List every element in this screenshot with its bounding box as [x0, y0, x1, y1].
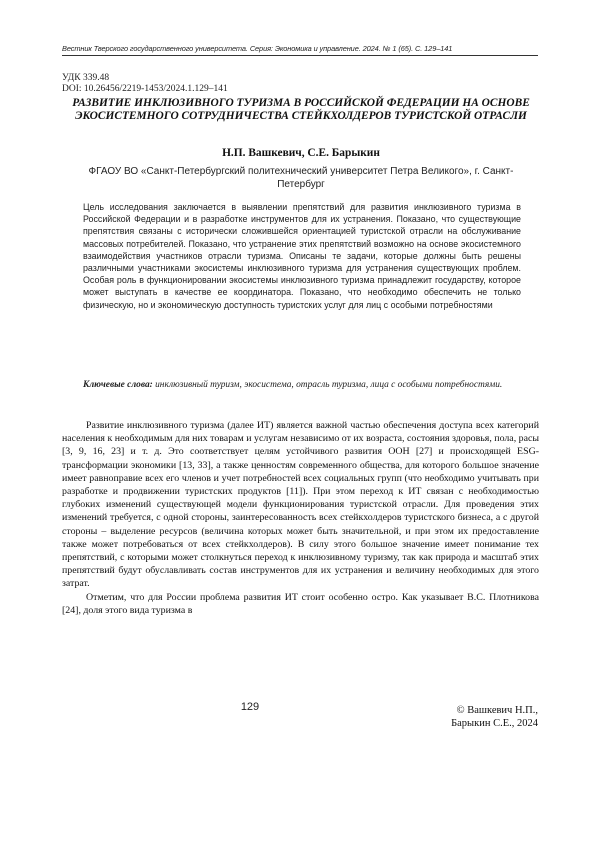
copyright-line: Барыкин С.Е., 2024	[451, 718, 538, 729]
article-meta	[62, 73, 228, 95]
page-number: 129	[240, 701, 260, 713]
article-title: РАЗВИТИЕ ИНКЛЮЗИВНОГО ТУРИЗМА В РОССИЙСКОЙ ФЕДЕРАЦИИ НА ОСНОВЕ ЭКОСИСТЕМНОГО СОТРУДНИЧЕСТВА СТЕЙКХОЛДЕРОВ ТУРИСТСКОЙ ОТРАСЛИ	[72, 97, 530, 122]
article-authors: Н.П. Вашкевич, С.Е. Барыкин	[222, 147, 380, 159]
body-paragraph: Развитие инклюзивного туризма (далее ИТ) является важной частью обеспечения доступа всех категорий населения к необходимым для них товарам и услугам независимо от их возраста, состояния здоровья, пола, расы [3, 9, 16, 23] и т. д. Это соответствует целям устойчивого развития ООН [27] и происходящей ESG-трансформации экономики [13, 33], а также ценностям современного общества, для которого большое значение имеет равноправие всех его членов и учет потребностей всех социальных групп (что необходимо учитывать при разработке и продвижении туристских продуктов [11]). При этом переход к ИТ связан с необходимостью глубоких изменений существующей модели функционирования туристской отрасли. Для проведения этих изменений требуется, с одной стороны, заинтересованность всех стейкхолдеров туристского бизнеса, а с другой стороны – выделение ресурсов (величина которых может быть значительной, и при этом их предоставление также может потребоваться от всех стейкхолдеров). В силу этого большое значение имеет понимание тех препятствий, с которыми может столкнуться переход к инклюзивному туризму, так как природа и масштаб этих препятствий будут обуславливать состав инструментов для их устранения и величину необходимых для этого затрат.	[62, 420, 539, 590]
copyright-line: © Вашкевич Н.П.,	[456, 705, 538, 716]
doi: DOI: 10.26456/2219-1453/2024.1.129–141	[62, 84, 228, 94]
article-body	[62, 419, 539, 617]
journal-header: Вестник Тверского государственного университета. Серия: Экономика и управление. 2024. № 1 (65). С. 129–141	[62, 44, 538, 56]
udk-code: УДК 339.48	[62, 73, 110, 83]
body-paragraph: Отметим, что для России проблема развития ИТ стоит особенно остро. Как указывает В.С. Плотникова [24], доля этого вида туризма в	[62, 591, 539, 616]
copyright-notice	[380, 704, 538, 730]
author-affiliation: ФГАОУ ВО «Санкт-Петербургский политехнический университет Петра Великого», г. Санкт-Петербург	[88, 166, 514, 190]
keywords-label: Ключевые слова:	[83, 380, 153, 390]
keywords-list: инклюзивный туризм, экосистема, отрасль туризма, лица с особыми потребностями.	[155, 380, 503, 390]
keywords	[83, 380, 521, 391]
abstract: Цель исследования заключается в выявлении препятствий для развития инклюзивного туризма в Российской Федерации и в разработке инструментов для их устранения. Показано, что существующие препятствия связаны с исторически сложившейся ориентацией туристской отрасли на обслуживание массовых потребителей. Показано, что устранение этих препятствий возможно на основе экосистемного взаимодействия участников отрасли туризма. Описаны те задачи, которые должны быть решены различными участниками экосистемы инклюзивного туризма для устранения существующих проблем. Особая роль в функционировании экосистемы инклюзивного туризма принадлежит государству, которое может выступать в качестве ее координатора. Показано, что необходимо обеспечить не только физическую, но и экономическую доступность туристских услуг для лиц с особыми потребностями	[83, 202, 521, 310]
